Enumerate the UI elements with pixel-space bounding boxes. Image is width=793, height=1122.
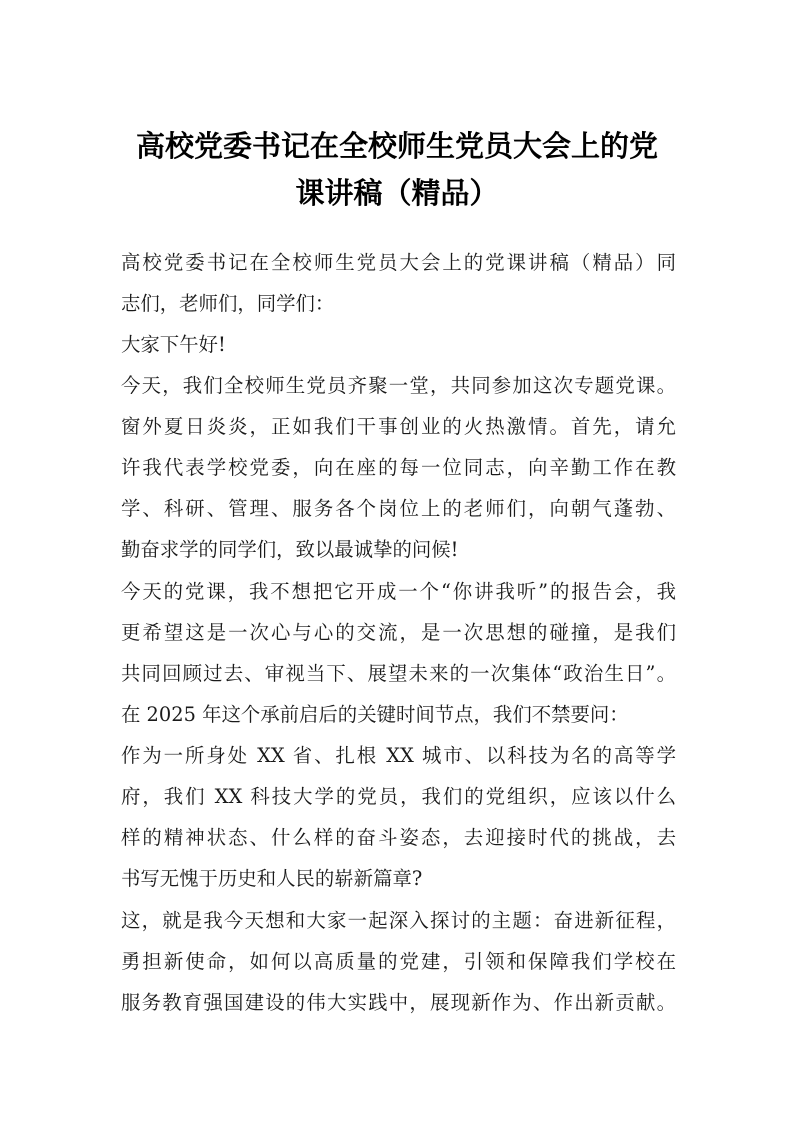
body-line-6: 许我代表学校党委，向在座的每一位同志，向辛勤工作在教 [121, 456, 676, 479]
body-line-4: 今天，我们全校师生党员齐聚一堂，共同参加这次专题党课。 [121, 374, 676, 397]
document-title-line-1: 高校党委书记在全校师生党员大会上的党 [135, 129, 658, 163]
body-line-3: 大家下午好! [121, 333, 226, 356]
body-line-8: 勤奋求学的同学们，致以最诚挚的问候! [121, 538, 459, 561]
body-line-15: 样的精神状态、什么样的奋斗姿态，去迎接时代的挑战，去 [121, 826, 676, 849]
body-line-9: 今天的党课，我不想把它开成一个“你讲我听”的报告会，我 [121, 580, 676, 603]
body-line-10: 更希望这是一次心与心的交流，是一次思想的碰撞，是我们 [121, 621, 676, 644]
body-line-7: 学、科研、管理、服务各个岗位上的老师们，向朝气蓬勃、 [121, 497, 676, 520]
document-title-line-2: 课讲稿（精品） [295, 176, 499, 210]
body-line-19: 服务教育强国建设的伟大实践中，展现新作为、作出新贡献。 [121, 991, 676, 1014]
body-line-12: 在 2025 年这个承前启后的关键时间节点，我们不禁要问： [121, 703, 629, 726]
body-line-1: 高校党委书记在全校师生党员大会上的党课讲稿（精品）同 [121, 251, 676, 274]
body-line-16: 书写无愧于历史和人民的崭新篇章? [121, 867, 423, 890]
body-line-13: 作为一所身处 XX 省、扎根 XX 城市、以科技为名的高等学 [121, 744, 676, 767]
body-line-17: 这，就是我今天想和大家一起深入探讨的主题：奋进新征程， [121, 909, 676, 932]
body-line-18: 勇担新使命，如何以高质量的党建，引领和保障我们学校在 [121, 950, 676, 973]
body-line-2: 志们，老师们，同学们： [121, 292, 335, 315]
body-line-14: 府，我们 XX 科技大学的党员，我们的党组织，应该以什么 [121, 785, 676, 808]
body-line-5: 窗外夏日炎炎，正如我们干事创业的火热激情。首先，请允 [121, 415, 676, 438]
body-line-11: 共同回顾过去、审视当下、展望未来的一次集体“政治生日”。 [121, 662, 676, 685]
